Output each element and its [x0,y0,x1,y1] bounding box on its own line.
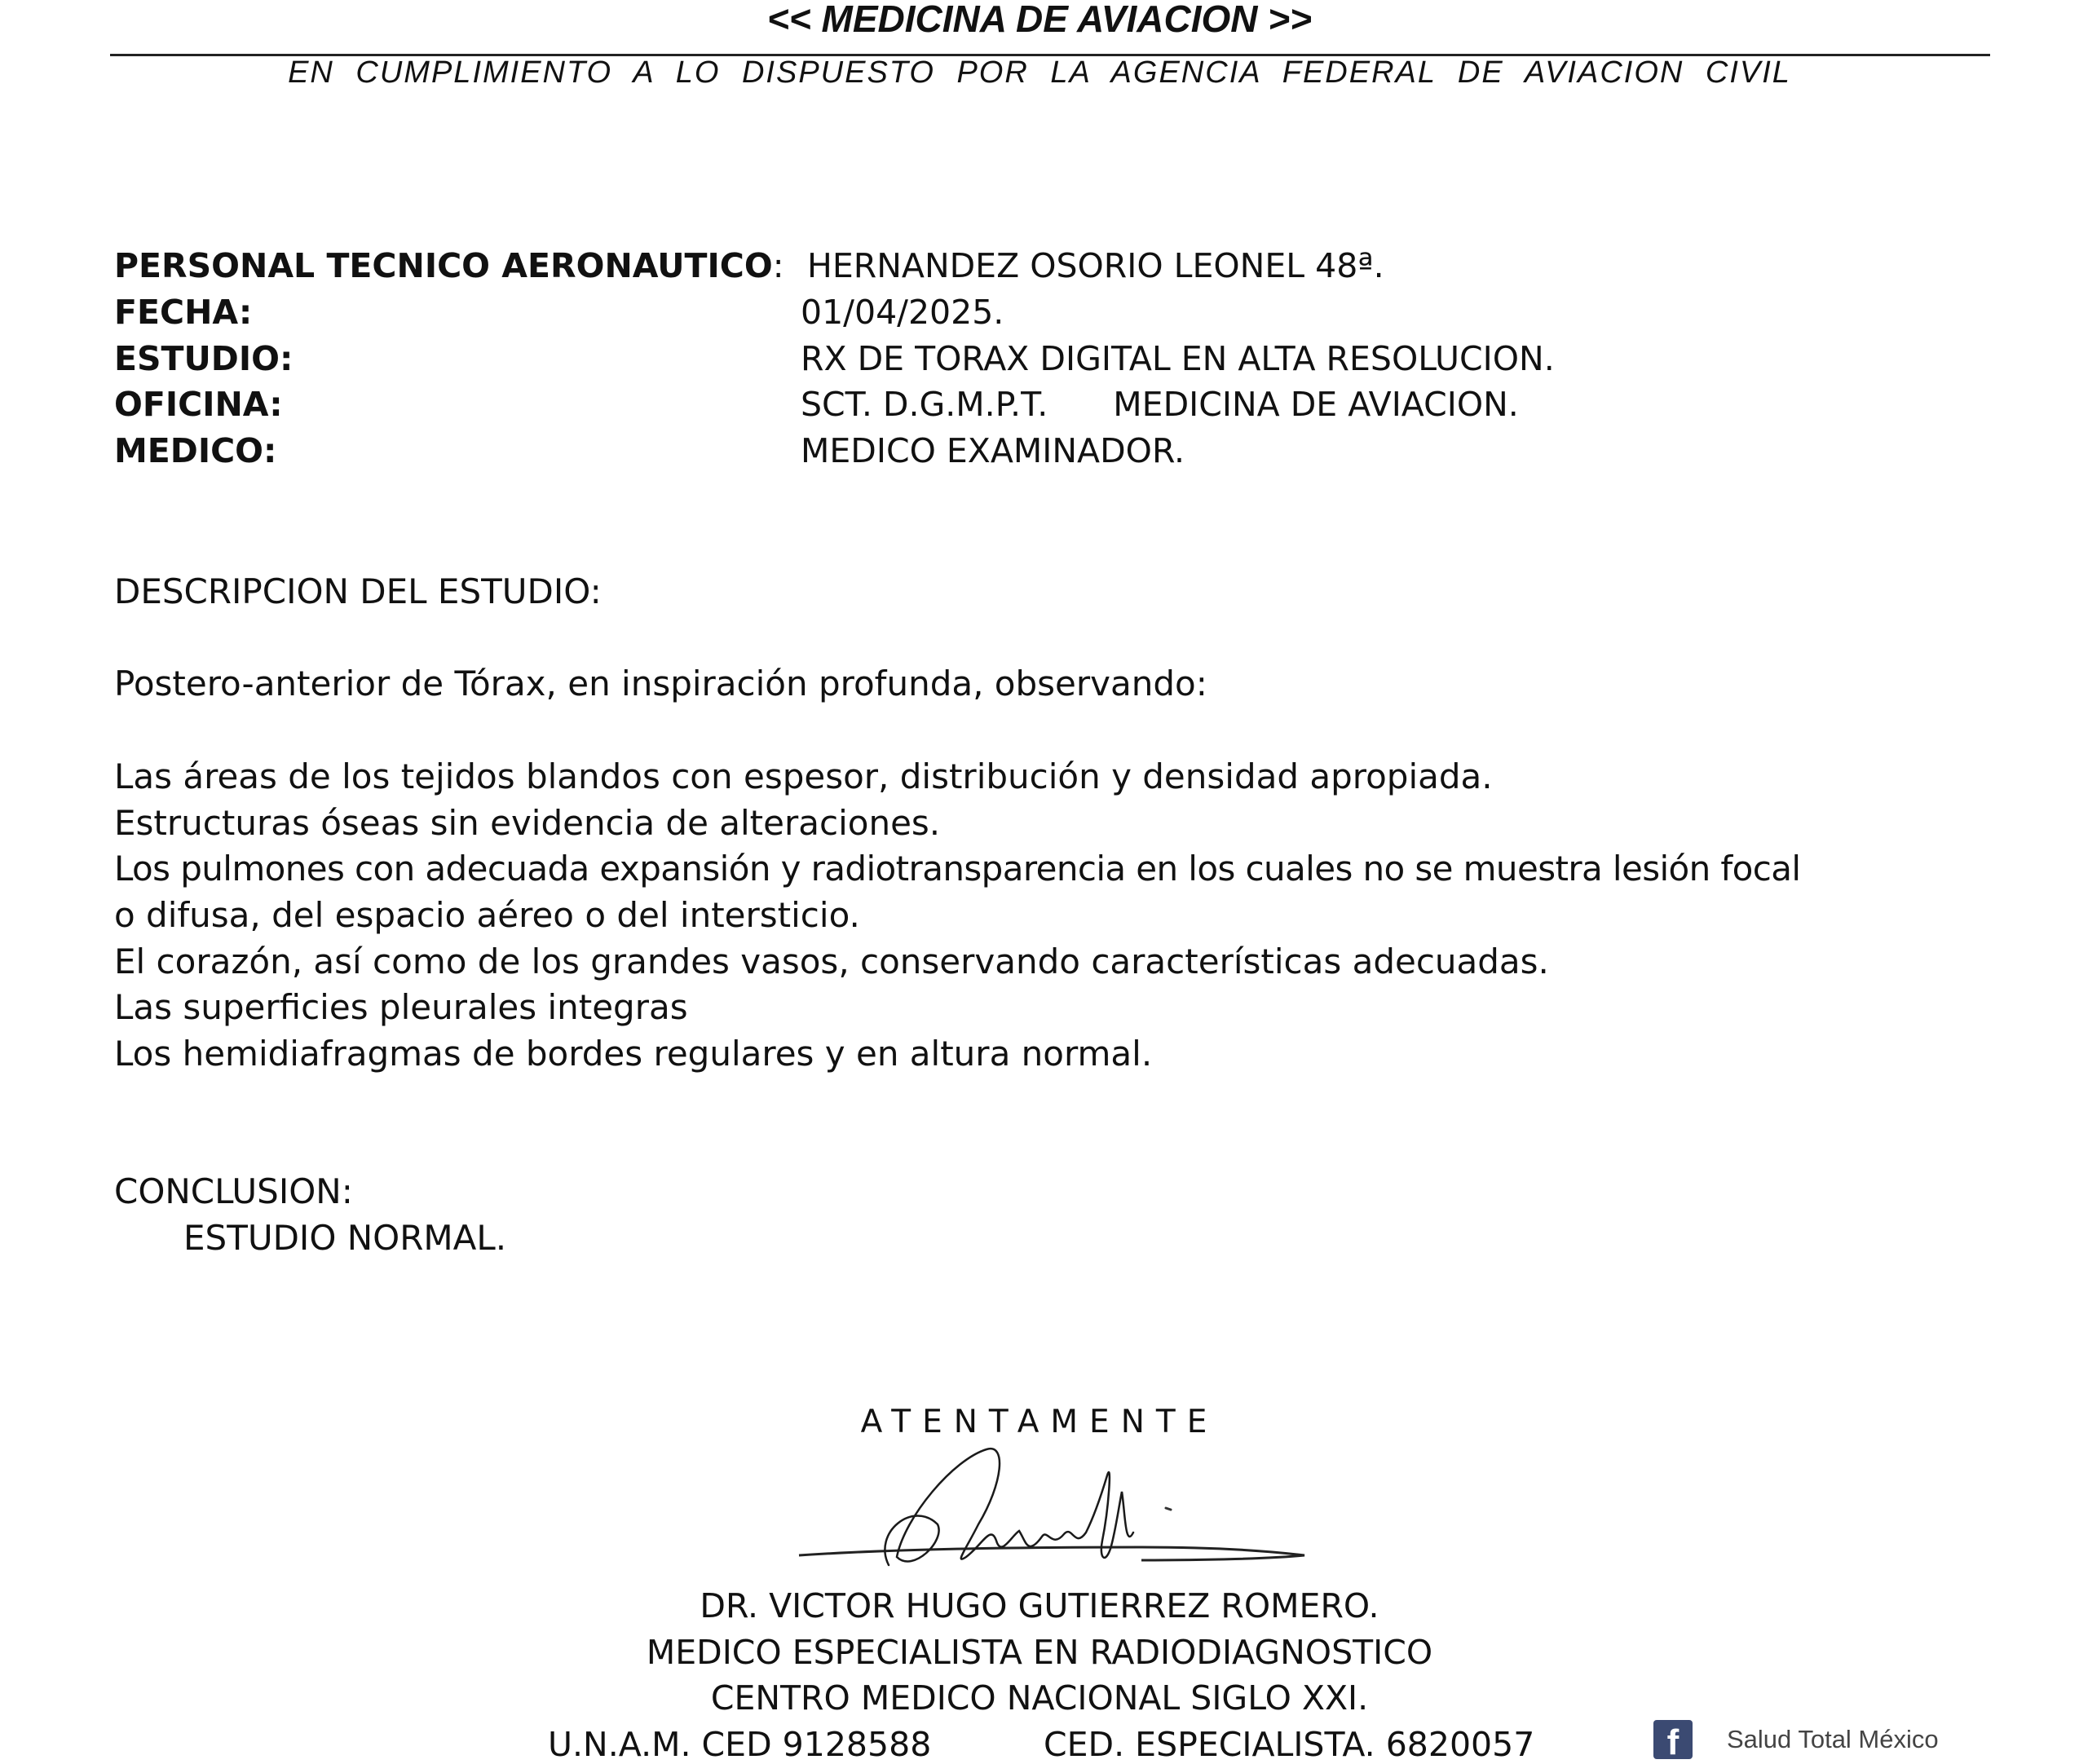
document-subtitle: EN CUMPLIMIENTO A LO DISPUESTO POR LA AGENCIA FEDERAL DE AVIACION CIVIL [288,55,1791,90]
oficina-label: OFICINA: [114,385,283,424]
closing-text: ATENTAMENTE [860,1404,1219,1440]
watermark-text: Salud Total México [1727,1725,1939,1753]
signature-image [783,1435,1337,1581]
description-line: El corazón, así como de los grandes vasos, conservando características adecuadas. [114,942,1549,981]
oficina-value [801,385,1519,424]
oficina-value-a: SCT. D.G.M.P.T. [801,385,1048,424]
description-heading: DESCRIPCION DEL ESTUDIO: [114,571,602,611]
description-intro: Postero-anterior de Tórax, en inspiración profunda, observando: [114,664,1207,703]
medico-label: MEDICO: [114,431,277,470]
medico-value: MEDICO EXAMINADOR. [801,431,1185,470]
personal-label: PERSONAL TECNICO AERONAUTICO: [114,246,784,285]
document-title: << MEDICINA DE AVIACION >> [767,0,1312,40]
estudio-value: RX DE TORAX DIGITAL EN ALTA RESOLUCION. [801,339,1555,378]
personal-value: HERNANDEZ OSORIO LEONEL 48ª. [807,246,1384,285]
estudio-label: ESTUDIO: [114,339,294,378]
description-line: Las superficies pleurales integras [114,987,688,1027]
doctor-name: DR. VICTOR HUGO GUTIERREZ ROMERO. [700,1586,1379,1625]
doctor-institution: CENTRO MEDICO NACIONAL SIGLO XXI. [710,1678,1369,1718]
fecha-value: 01/04/2025. [801,293,1004,332]
facebook-icon: f [1653,1720,1693,1759]
description-line: o difusa, del espacio aéreo o del intersticio. [114,895,860,935]
description-line: Los hemidiafragmas de bordes regulares y en altura normal. [114,1034,1153,1074]
description-line: Las áreas de los tejidos blandos con espesor, distribución y densidad apropiada. [114,756,1493,796]
description-line: Estructuras óseas sin evidencia de alteraciones. [114,803,941,843]
cedula: U.N.A.M. CED 9128588 [548,1725,932,1764]
conclusion-heading: CONCLUSION: [114,1171,353,1211]
cedula-especialista: CED. ESPECIALISTA. 6820057 [1044,1725,1535,1764]
oficina-value-b: MEDICINA DE AVIACION. [1113,385,1519,424]
conclusion-text: ESTUDIO NORMAL. [183,1218,507,1258]
doctor-title: MEDICO ESPECIALISTA EN RADIODIAGNOSTICO [646,1633,1433,1672]
fecha-label: FECHA: [114,293,253,332]
description-line: Los pulmones con adecuada expansión y radiotransparencia en los cuales no se muestra lesión focal [114,849,1801,889]
